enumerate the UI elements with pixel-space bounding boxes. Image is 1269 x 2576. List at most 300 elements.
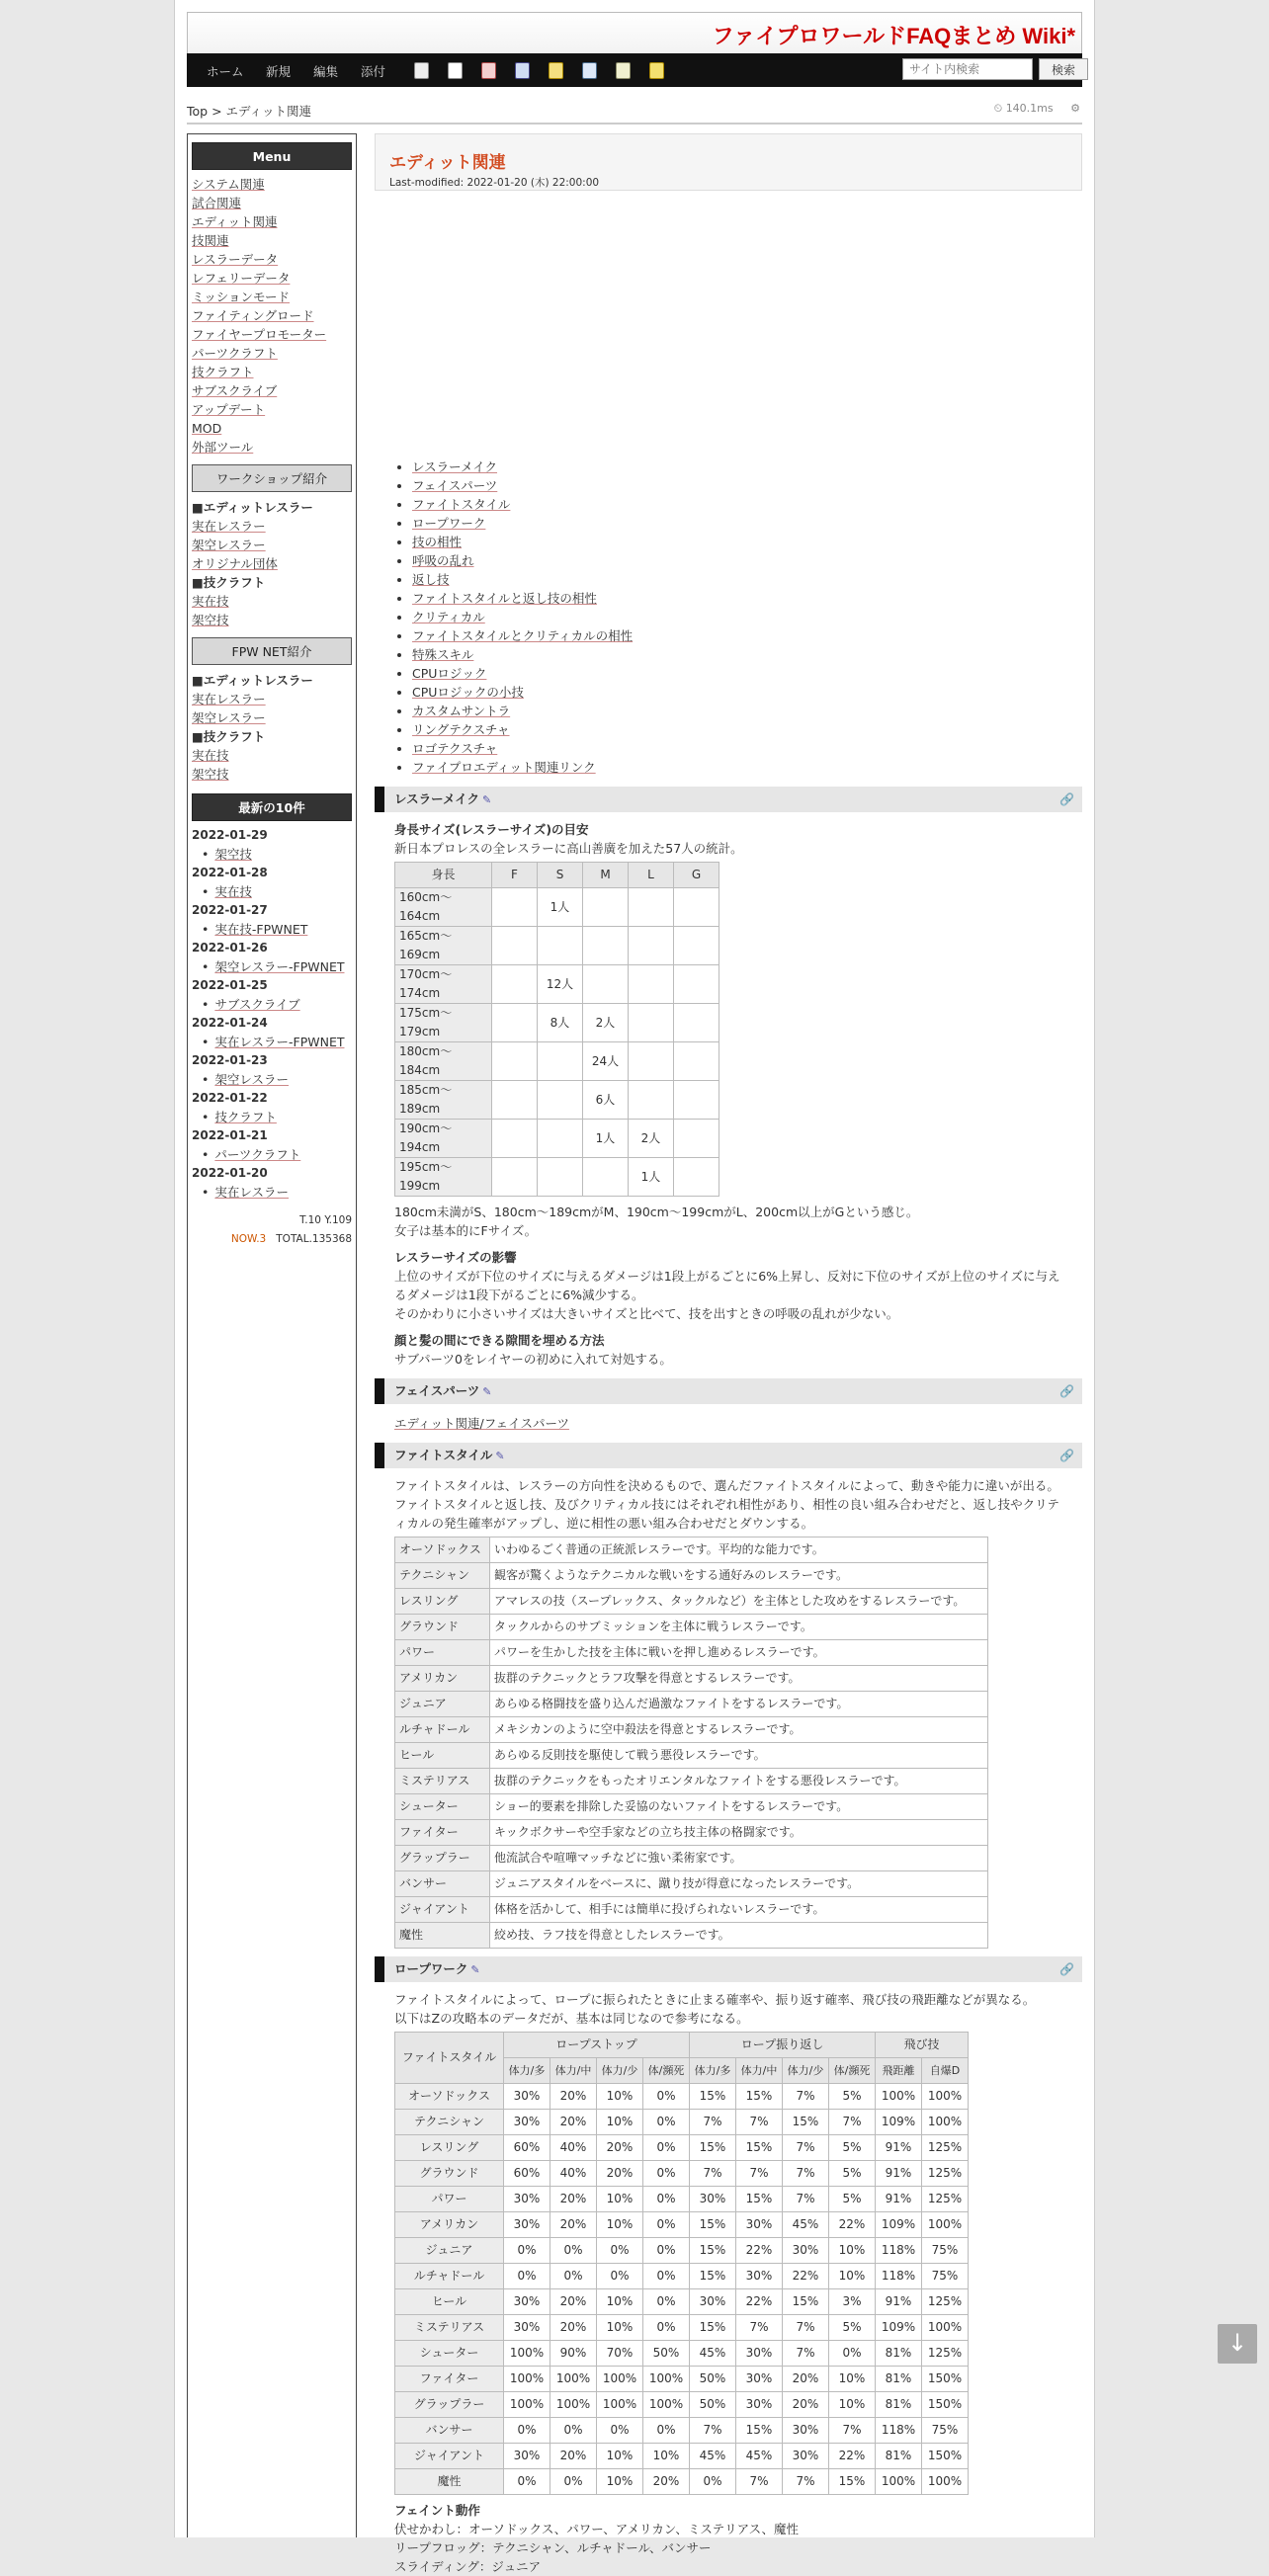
- fpw-header: FPW NET紹介: [192, 637, 352, 665]
- table-cell: 100%: [504, 2341, 550, 2367]
- table-cell: 118%: [876, 2264, 922, 2289]
- category-link[interactable]: 実在技: [192, 594, 229, 609]
- rename-icon[interactable]: [616, 62, 631, 79]
- table-row: [395, 2444, 969, 2469]
- style-name: ジャイアント: [395, 1897, 490, 1923]
- table-cell: 30%: [736, 2392, 783, 2418]
- size-table: [394, 862, 719, 1197]
- table-cell: 15%: [736, 2418, 783, 2444]
- toc-link[interactable]: 特殊スキル: [412, 647, 474, 662]
- table-cell: 20%: [550, 2212, 597, 2238]
- table-cell: 0%: [643, 2212, 690, 2238]
- table-cell: 8人: [538, 1004, 583, 1042]
- nav-home[interactable]: ホーム: [207, 64, 244, 79]
- copy-icon[interactable]: [582, 62, 597, 79]
- table-cell: 0%: [550, 2238, 597, 2264]
- table-cell: 15%: [690, 2315, 736, 2341]
- table-cell: 0%: [690, 2469, 736, 2495]
- style-name: ファイター: [395, 1820, 490, 1846]
- recent-date: 2022-01-25: [192, 978, 268, 992]
- table-cell: 22%: [783, 2264, 829, 2289]
- menu-item[interactable]: アップデート: [192, 402, 266, 417]
- table-cell: 10%: [597, 2084, 643, 2110]
- table-cell: 0%: [550, 2264, 597, 2289]
- edit-pencil-icon[interactable]: ✎: [495, 1450, 505, 1462]
- column-header: 飛距離: [876, 2058, 922, 2084]
- table-cell: 7%: [783, 2187, 829, 2212]
- section-header-fight-style: ファイトスタイル ✎ 🔗: [375, 1443, 1082, 1468]
- style-name: バンサー: [395, 2418, 504, 2444]
- table-cell: [674, 1120, 719, 1158]
- toc-item[interactable]: [412, 514, 1082, 533]
- table-cell: 30%: [783, 2444, 829, 2469]
- menu-item[interactable]: 外部ツール: [192, 440, 254, 455]
- fpw-list: [192, 671, 352, 784]
- table-cell: 5%: [829, 2187, 876, 2212]
- table-cell: [629, 1004, 674, 1042]
- table-cell: 1人: [629, 1158, 674, 1197]
- table-cell: [538, 1120, 583, 1158]
- paragraph: るダメージは1段下がるごとに6%減少する。: [394, 1288, 644, 1302]
- site-header: [187, 12, 1082, 53]
- style-name: グラウンド: [395, 1615, 490, 1640]
- toc-item[interactable]: [412, 664, 1082, 683]
- menu-item[interactable]: 試合関連: [192, 196, 242, 210]
- style-name: テクニシャン: [395, 1563, 490, 1589]
- table-cell: 100%: [922, 2110, 969, 2135]
- table-cell: [629, 1081, 674, 1120]
- table-cell: 7%: [829, 2110, 876, 2135]
- category-label: ■エディットレスラー: [192, 500, 313, 515]
- table-cell: 125%: [922, 2135, 969, 2161]
- table-cell: 20%: [597, 2161, 643, 2187]
- table-cell: 91%: [876, 2187, 922, 2212]
- page-icon[interactable]: [414, 62, 429, 79]
- toc-item[interactable]: [412, 739, 1082, 758]
- toc-item[interactable]: [412, 476, 1082, 495]
- table-cell: 7%: [783, 2341, 829, 2367]
- toc-link[interactable]: リングテクスチャ: [412, 722, 510, 737]
- table-cell: 7%: [736, 2469, 783, 2495]
- nav-new[interactable]: 新規: [266, 64, 292, 79]
- table-cell: 30%: [736, 2341, 783, 2367]
- paragraph: サブパーツ0をレイヤーの初めに入れて対処する。: [394, 1352, 672, 1367]
- table-cell: [538, 1158, 583, 1197]
- style-name: グラップラー: [395, 2392, 504, 2418]
- table-cell: 109%: [876, 2315, 922, 2341]
- table-cell: 150%: [922, 2444, 969, 2469]
- site-title[interactable]: ファイプロワールドFAQまとめ Wiki*: [712, 24, 1075, 48]
- table-cell: 109%: [876, 2110, 922, 2135]
- table-cell: 10%: [597, 2289, 643, 2315]
- last-modified: Last-modified: 2022-01-20 (木) 22:00:00: [389, 177, 600, 189]
- style-name: アメリカン: [395, 2212, 504, 2238]
- table-cell: 5%: [829, 2135, 876, 2161]
- recent-page-link[interactable]: [192, 920, 352, 939]
- edit-pencil-icon[interactable]: ✎: [482, 793, 492, 806]
- table-cell: 125%: [922, 2341, 969, 2367]
- table-cell: 150%: [922, 2392, 969, 2418]
- table-cell: 7%: [783, 2469, 829, 2495]
- breadcrumb[interactable]: Top > エディット関連: [187, 104, 312, 119]
- table-cell: 20%: [783, 2367, 829, 2392]
- recent-date: 2022-01-20: [192, 1166, 268, 1180]
- table-cell: 0%: [643, 2161, 690, 2187]
- style-description: 他流試合や喧嘩マッチなどに強い柔術家です。: [490, 1846, 988, 1871]
- table-cell: 7%: [783, 2084, 829, 2110]
- toc-item[interactable]: [412, 495, 1082, 514]
- recent-page-link[interactable]: [192, 995, 352, 1014]
- table-cell: 100%: [922, 2469, 969, 2495]
- recent-page-label[interactable]: 実在レスラー: [214, 1185, 290, 1200]
- toc-link[interactable]: ロープワーク: [412, 516, 486, 531]
- table-cell: [492, 1042, 538, 1081]
- toc-link[interactable]: 呼吸の乱れ: [412, 553, 474, 568]
- column-group-header: ロープ振り返し: [690, 2033, 876, 2058]
- edit-pencil-icon[interactable]: ✎: [482, 1385, 492, 1398]
- table-cell: 30%: [504, 2315, 550, 2341]
- toc-item[interactable]: [412, 551, 1082, 570]
- table-row: [395, 2341, 969, 2367]
- table-row: [395, 2135, 969, 2161]
- rope-work-table: [394, 2032, 969, 2495]
- category-link[interactable]: 架空技: [192, 613, 229, 627]
- table-cell: 30%: [504, 2289, 550, 2315]
- recent-page-label[interactable]: 実在レスラー-FPWNET: [214, 1035, 345, 1049]
- column-header: ファイトスタイル: [395, 2033, 504, 2084]
- menu-item[interactable]: レフェリーデータ: [192, 271, 291, 286]
- table-cell: 50%: [690, 2367, 736, 2392]
- table-row: [395, 2392, 969, 2418]
- table-cell: 10%: [597, 2444, 643, 2469]
- style-name: 魔性: [395, 2469, 504, 2495]
- table-row: [395, 2289, 969, 2315]
- table-cell: [583, 1158, 629, 1197]
- recent-page-link[interactable]: [192, 1070, 352, 1089]
- nav-attach[interactable]: 添付: [361, 64, 386, 79]
- table-cell: 30%: [783, 2418, 829, 2444]
- table-cell: 10%: [597, 2469, 643, 2495]
- table-cell: 125%: [922, 2187, 969, 2212]
- recent-page-link[interactable]: [192, 1183, 352, 1202]
- table-row: [395, 2367, 969, 2392]
- table-cell: 7%: [783, 2315, 829, 2341]
- recent-page-label[interactable]: 架空レスラー: [214, 1072, 290, 1087]
- table-cell: 91%: [876, 2289, 922, 2315]
- table-cell: 81%: [876, 2444, 922, 2469]
- table-cell: 30%: [504, 2212, 550, 2238]
- column-header: 体力/中: [736, 2058, 783, 2084]
- toc-link[interactable]: ロゴテクスチャ: [412, 741, 498, 756]
- table-cell: 20%: [550, 2444, 597, 2469]
- paragraph: ファイトスタイルによって、ロープに振られたときに止まる確率や、振り返す確率、飛び技の飛距離などが異なる。: [394, 1992, 1036, 2007]
- table-row: [395, 2418, 969, 2444]
- table-cell: 100%: [643, 2367, 690, 2392]
- category-label: ■技クラフト: [192, 575, 266, 590]
- style-description: ショー的要素を排除した妥協のないファイトをするレスラーです。: [490, 1794, 988, 1820]
- toc-link[interactable]: クリティカル: [412, 610, 485, 624]
- table-cell: 30%: [690, 2289, 736, 2315]
- category-link[interactable]: 実在技: [192, 748, 229, 763]
- style-name: ヒール: [395, 2289, 504, 2315]
- page: [174, 0, 1095, 2574]
- freeze-icon[interactable]: [649, 62, 664, 79]
- table-cell: 30%: [783, 2238, 829, 2264]
- recent-date: 2022-01-22: [192, 1091, 268, 1105]
- toc-link[interactable]: CPUロジックの小技: [412, 685, 524, 700]
- table-cell: 40%: [550, 2161, 597, 2187]
- table-cell: 1人: [538, 888, 583, 927]
- menu-item[interactable]: パーツクラフト: [192, 346, 278, 361]
- toc-item[interactable]: [412, 758, 1082, 777]
- table-cell: 30%: [736, 2212, 783, 2238]
- search-button[interactable]: 検索: [1039, 58, 1088, 80]
- toc-link[interactable]: ファイプロエディット関連リンク: [412, 760, 596, 775]
- table-cell: 10%: [829, 2238, 876, 2264]
- menu-item[interactable]: ファイティングロード: [192, 308, 314, 323]
- menu-item[interactable]: レスラーデータ: [192, 252, 279, 267]
- backup-icon[interactable]: [549, 62, 563, 79]
- style-name: レスリング: [395, 1589, 490, 1615]
- toc-item[interactable]: [412, 589, 1082, 608]
- table-cell: 7%: [690, 2161, 736, 2187]
- toc-item[interactable]: [412, 570, 1082, 589]
- header-divider: [187, 123, 1082, 125]
- style-name: グラップラー: [395, 1846, 490, 1871]
- style-name: ルチャドール: [395, 1717, 490, 1743]
- table-cell: 100%: [504, 2367, 550, 2392]
- table-cell: [674, 965, 719, 1004]
- table-cell: 50%: [643, 2341, 690, 2367]
- category-link[interactable]: 架空技: [192, 767, 229, 782]
- toc-item[interactable]: [412, 702, 1082, 720]
- table-cell: 91%: [876, 2135, 922, 2161]
- table-cell: 81%: [876, 2367, 922, 2392]
- table-row: [395, 2238, 969, 2264]
- recent-date: 2022-01-27: [192, 903, 268, 917]
- recent-page-label[interactable]: 実在技-FPWNET: [214, 922, 308, 937]
- table-cell: 15%: [783, 2289, 829, 2315]
- table-cell: 190cm～194cm: [395, 1120, 492, 1158]
- recent-page-label[interactable]: 技クラフト: [214, 1110, 277, 1124]
- toc-link[interactable]: ファイトスタイルと返し技の相性: [412, 591, 597, 606]
- permalink-icon[interactable]: 🔗: [1059, 1449, 1074, 1462]
- list-icon[interactable]: [448, 62, 463, 79]
- style-description: 絞め技、ラフ技を得意としたレスラーです。: [490, 1923, 988, 1949]
- permalink-icon[interactable]: 🔗: [1059, 1962, 1074, 1976]
- table-row: [395, 1769, 988, 1794]
- style-name: ヒール: [395, 1743, 490, 1769]
- toc-item[interactable]: [412, 720, 1082, 739]
- table-row: [395, 1692, 988, 1717]
- table-cell: 0%: [643, 2289, 690, 2315]
- category-link[interactable]: オリジナル団体: [192, 556, 278, 571]
- toc-link[interactable]: ファイトスタイルとクリティカルの相性: [412, 628, 634, 643]
- toc-link[interactable]: レスラーメイク: [412, 459, 498, 474]
- table-cell: 22%: [736, 2289, 783, 2315]
- paragraph: ィカルの発生確率がアップし、逆に相性の悪い組み合わせだとダウンする。: [394, 1516, 814, 1531]
- table-cell: 15%: [690, 2238, 736, 2264]
- column-header: 体/瀕死: [643, 2058, 690, 2084]
- table-cell: 81%: [876, 2392, 922, 2418]
- toc-link[interactable]: 技の相性: [412, 535, 463, 549]
- paragraph: 上位のサイズが下位のサイズに与えるダメージは1段上がるごとに6%上昇し、反対に下位のサイズが上位のサイズに与え: [394, 1269, 1060, 1284]
- recent-date: 2022-01-28: [192, 866, 268, 879]
- category-link[interactable]: 実在レスラー: [192, 519, 266, 534]
- recent-page-link[interactable]: [192, 1033, 352, 1051]
- category-link[interactable]: 実在レスラー: [192, 692, 266, 706]
- menu-list: [192, 175, 352, 457]
- style-name: オーソドックス: [395, 1537, 490, 1563]
- table-cell: 0%: [504, 2238, 550, 2264]
- table-cell: 10%: [597, 2212, 643, 2238]
- table-cell: 10%: [829, 2392, 876, 2418]
- table-cell: 0%: [643, 2238, 690, 2264]
- table-cell: 180cm～184cm: [395, 1042, 492, 1081]
- title-box: [375, 133, 1082, 191]
- face-parts-body: [375, 1414, 1082, 1433]
- recent-page-label[interactable]: 架空レスラー-FPWNET: [214, 959, 345, 974]
- style-name: ジャイアント: [395, 2444, 504, 2469]
- menu-item[interactable]: ファイヤープロモーター: [192, 327, 327, 342]
- table-cell: 50%: [690, 2392, 736, 2418]
- toc-link[interactable]: 返し技: [412, 572, 450, 587]
- menu-item[interactable]: 技クラフト: [192, 365, 254, 379]
- recent-page-label[interactable]: サブスクライブ: [214, 997, 300, 1012]
- table-cell: 2人: [629, 1120, 674, 1158]
- table-row: [395, 1120, 719, 1158]
- top-navbar: [187, 53, 1082, 87]
- category-label: ■技クラフト: [192, 729, 266, 744]
- table-row: [395, 2110, 969, 2135]
- category-link[interactable]: 架空レスラー: [192, 710, 266, 725]
- table-cell: 90%: [550, 2341, 597, 2367]
- table-cell: 30%: [736, 2264, 783, 2289]
- paragraph: 以下はZの攻略本のデータだが、基本は同じなので参考になる。: [394, 2011, 749, 2026]
- menu-item[interactable]: サブスクライブ: [192, 383, 278, 398]
- menu-item[interactable]: 技関連: [192, 233, 229, 248]
- table-cell: 10%: [829, 2264, 876, 2289]
- style-name: オーソドックス: [395, 2084, 504, 2110]
- toc-item[interactable]: [412, 683, 1082, 702]
- toc-link[interactable]: カスタムサントラ: [412, 704, 511, 718]
- column-header: 自爆D: [922, 2058, 969, 2084]
- table-cell: 7%: [736, 2161, 783, 2187]
- menu-item[interactable]: エディット関連: [192, 214, 278, 229]
- toc-link[interactable]: CPUロジック: [412, 666, 487, 681]
- table-row: [395, 927, 719, 965]
- category-link[interactable]: 架空レスラー: [192, 538, 266, 552]
- table-cell: 0%: [643, 2135, 690, 2161]
- table-cell: 20%: [550, 2187, 597, 2212]
- table-cell: 7%: [736, 2110, 783, 2135]
- edit-pencil-icon[interactable]: ✎: [470, 1963, 480, 1976]
- table-cell: 20%: [550, 2084, 597, 2110]
- table-of-contents: [412, 457, 1082, 777]
- toc-item[interactable]: [412, 457, 1082, 476]
- recent-page-label[interactable]: 架空技: [214, 847, 252, 862]
- permalink-icon[interactable]: 🔗: [1059, 792, 1074, 806]
- table-cell: 30%: [504, 2444, 550, 2469]
- recent-page-link[interactable]: [192, 882, 352, 901]
- recent-page-link[interactable]: [192, 845, 352, 864]
- paragraph: ファイトスタイルは、レスラーの方向性を決めるもので、選んだファイトスタイルによって、動きや能力に違いが出る。: [394, 1478, 1059, 1493]
- recent-header: 最新の10件: [192, 793, 352, 821]
- table-cell: 7%: [783, 2135, 829, 2161]
- recent-page-link[interactable]: [192, 1108, 352, 1126]
- counter-total: NOW.3 TOTAL.135368: [230, 1233, 352, 1245]
- table-row: [395, 1666, 988, 1692]
- table-row: [395, 1563, 988, 1589]
- table-cell: [674, 927, 719, 965]
- diff-icon[interactable]: [515, 62, 530, 79]
- toc-item[interactable]: [412, 533, 1082, 551]
- column-header: 体力/多: [690, 2058, 736, 2084]
- table-cell: [492, 1120, 538, 1158]
- table-cell: 118%: [876, 2238, 922, 2264]
- menu-item[interactable]: MOD: [192, 421, 222, 436]
- style-name: グラウンド: [395, 2161, 504, 2187]
- paragraph: 伏せかわし：オーソドックス、パワー、アメリカン、ミステリアス、魔性: [394, 2522, 800, 2536]
- subheading: 顔と髪の間にできる隙間を埋める方法: [394, 1333, 605, 1348]
- fight-style-table: [394, 1537, 988, 1949]
- table-row: [395, 1537, 988, 1563]
- recent-page-label[interactable]: 実在技: [214, 884, 252, 899]
- table-cell: 45%: [690, 2444, 736, 2469]
- menu-header: Menu: [192, 142, 352, 170]
- table-cell: 22%: [736, 2238, 783, 2264]
- table-cell: 20%: [550, 2315, 597, 2341]
- table-cell: 20%: [643, 2469, 690, 2495]
- table-cell: 160cm～164cm: [395, 888, 492, 927]
- table-cell: [492, 927, 538, 965]
- category-label: ■エディットレスラー: [192, 673, 313, 688]
- nav-edit[interactable]: 編集: [313, 64, 339, 79]
- recent-page-label[interactable]: パーツクラフト: [214, 1147, 301, 1162]
- table-row: [395, 1743, 988, 1769]
- table-cell: 5%: [829, 2161, 876, 2187]
- table-cell: 22%: [829, 2444, 876, 2469]
- speed-icon: ⏲: [993, 102, 1003, 115]
- table-cell: 0%: [643, 2315, 690, 2341]
- table-row: [395, 1820, 988, 1846]
- table-row: [395, 1717, 988, 1743]
- table-row: [395, 1042, 719, 1081]
- column-header: G: [674, 863, 719, 888]
- toc-link[interactable]: ファイトスタイル: [412, 497, 511, 512]
- face-parts-link[interactable]: エディット関連/フェイスパーツ: [394, 1416, 569, 1431]
- toc-item[interactable]: [412, 608, 1082, 626]
- table-cell: 10%: [597, 2110, 643, 2135]
- scroll-down-button[interactable]: [1218, 2324, 1257, 2364]
- gear-icon[interactable]: ⚙: [1070, 102, 1080, 115]
- toc-item[interactable]: [412, 645, 1082, 664]
- menu-item[interactable]: システム関連: [192, 177, 265, 192]
- toc-link[interactable]: フェイスパーツ: [412, 478, 498, 493]
- recent-page-link[interactable]: [192, 1145, 352, 1164]
- recent-icon[interactable]: [481, 62, 496, 79]
- toc-item[interactable]: [412, 626, 1082, 645]
- search-input[interactable]: [902, 58, 1033, 80]
- table-cell: 100%: [597, 2367, 643, 2392]
- permalink-icon[interactable]: 🔗: [1059, 1384, 1074, 1398]
- table-cell: 109%: [876, 2212, 922, 2238]
- paragraph: スライディング：ジュニア: [394, 2559, 542, 2574]
- table-cell: 100%: [643, 2392, 690, 2418]
- menu-item[interactable]: ミッションモード: [192, 290, 291, 304]
- recent-page-link[interactable]: [192, 957, 352, 976]
- style-name: ミステリアス: [395, 2315, 504, 2341]
